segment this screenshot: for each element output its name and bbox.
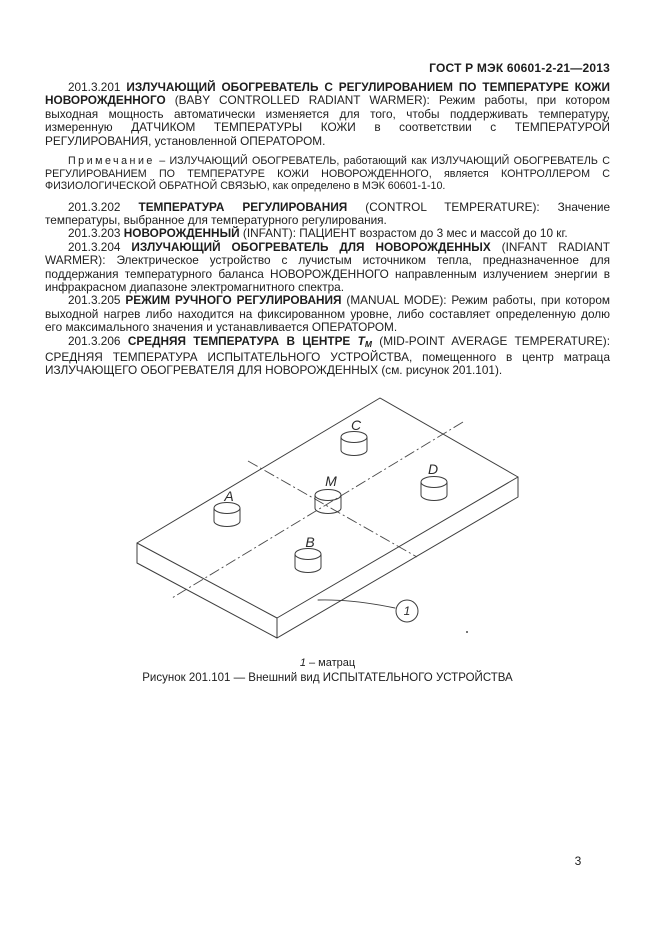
paragraph-201-3-205: 201.3.205 РЕЖИМ РУЧНОГО РЕГУЛИРОВАНИЯ (MANUAL MODE): Режим работы, при котором выходной нагрев либо находится на фиксированном уровне, либо составляет определенную долю его максимального значения и устанавливается ОПЕРАТОРОМ.	[45, 293, 610, 335]
callout-number: 1	[403, 604, 411, 618]
paragraph-201-3-203: 201.3.203 НОВОРОЖДЕННЫЙ (INFANT): ПАЦИЕНТ возрастом до 3 мес и массой до 10 кг.	[68, 226, 568, 241]
test-device-a	[214, 503, 240, 527]
page-number: 3	[574, 854, 582, 868]
paragraph-201-3-202: 201.3.202 ТЕМПЕРАТУРА РЕГУЛИРОВАНИЯ (CONTROL TEMPERATURE): Значение температуры, выбранное для температурного регулирования.	[45, 199, 610, 227]
paragraph-201-3-206: 201.3.206 СРЕДНЯЯ ТЕМПЕРАТУРА В ЦЕНТРЕ $T_M$ (MID-POINT AVERAGE TEMPERATURE): СРЕДНЯЯ ТЕМПЕРАТУРА ИСПЫТАТЕЛЬНОГО УСТРОЙСТВА, помещенного в центр матраца ИЗЛУЧАЮЩЕГО ОБОГРЕВАТЕЛЯ ДЛЯ НОВОРОЖДЕННЫХ (см. рисунок 201.101).	[45, 333, 610, 378]
page-header: ГОСТ Р МЭК 60601-2-21—2013	[429, 61, 610, 75]
paragraph-201-3-201: 201.3.201 ИЗЛУЧАЮЩИЙ ОБОГРЕВАТЕЛЬ С РЕГУЛИРОВАНИЕМ ПО ТЕМПЕРАТУРЕ КОЖИ НОВОРОЖДЕННОГО (BABY CONTROLLED RADIANT WARMER): Режим работы, при котором выходная мощность автоматически изменяется для того, чтобы поддерживать температуру, измеренную ДАТЧИКОМ ТЕМПЕРАТУРЫ КОЖИ в соответствии с ТЕМПЕРАТУРОЙ РЕГУЛИРОВАНИЯ, установленной ОПЕРАТОРОМ.	[45, 80, 610, 148]
label-m: M	[325, 473, 337, 489]
label-c: C	[350, 417, 362, 433]
figure-legend: 1 – матрац	[299, 657, 356, 669]
label-d: D	[427, 461, 439, 477]
test-device-c	[341, 432, 367, 456]
paragraph-201-3-204: 201.3.204 ИЗЛУЧАЮЩИЙ ОБОГРЕВАТЕЛЬ ДЛЯ НОВОРОЖДЕННЫХ (INFANT RADIANT WARMER): Электрическое устройство с лучистым источником тепла, предназначенное для поддержания температурного баланса НОВОРОЖДЕННОГО направленным излучением энергии в инфракрасном диапазоне электромагнитного спектра.	[45, 239, 611, 294]
test-device-d	[421, 477, 447, 501]
callout-1	[318, 600, 418, 622]
mattress-outline	[137, 398, 518, 638]
scan-dot-artifact	[466, 631, 468, 633]
note-paragraph: Примечание – ИЗЛУЧАЮЩИЙ ОБОГРЕВАТЕЛЬ, работающий как ИЗЛУЧАЮЩИЙ ОБОГРЕВАТЕЛЬ С РЕГУЛИРОВАНИЕМ ПО ТЕМПЕРАТУРЕ КОЖИ НОВОРОЖДЕННОГО, является КОНТРОЛЛЕРОМ С ФИЗИОЛОГИЧЕСКОЙ ОБРАТНОЙ СВЯЗЬЮ, как определено в МЭК 60601-1-10.	[45, 155, 610, 193]
label-b: B	[305, 534, 315, 550]
label-a: A	[224, 488, 234, 504]
figure-caption: Рисунок 201.101 — Внешний вид ИСПЫТАТЕЛЬНОГО УСТРОЙСТВА	[142, 672, 513, 684]
test-device-b	[295, 549, 321, 573]
